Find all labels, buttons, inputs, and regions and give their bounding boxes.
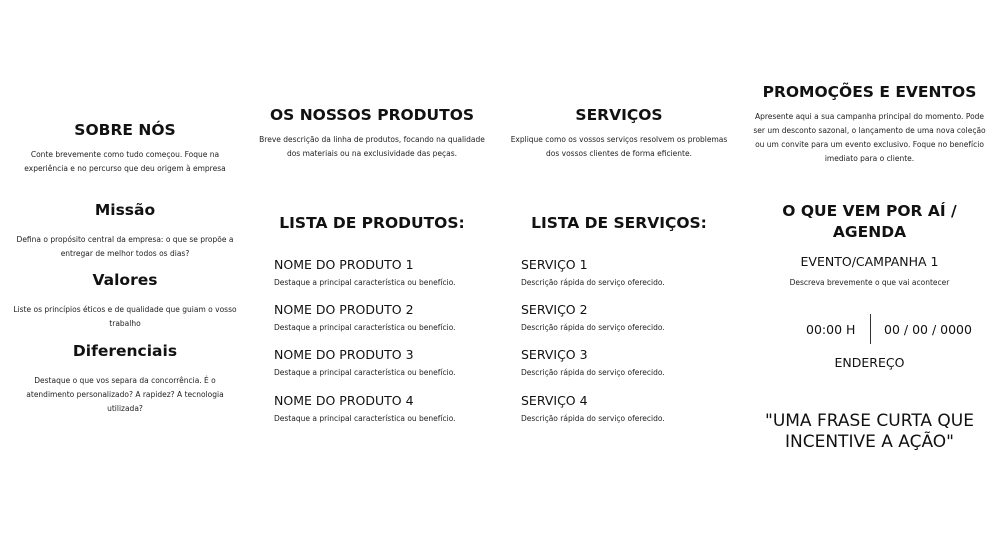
about-text: Conte brevemente como tudo começou. Foque na experiência e no percurso que deu origem à empresa (24, 150, 226, 173)
promo-text: Apresente aqui a sua campanha principal do momento. Pode ser um desconto sazonal, o lançamento de uma nova coleção ou um convite para um evento exclusivo. Foque no benefício imediato para o cliente. (753, 112, 986, 163)
product-name: NOME DO PRODUTO 1 (274, 257, 414, 272)
service-name: SERVIÇO 4 (521, 393, 588, 408)
divider (870, 314, 871, 344)
product-item (274, 393, 494, 424)
product-item (274, 257, 494, 288)
service-item (521, 347, 741, 378)
products-title: OS NOSSOS PRODUTOS (269, 106, 475, 124)
product-name: NOME DO PRODUTO 3 (274, 347, 414, 362)
event-name: EVENTO/CAMPANHA 1 (800, 254, 939, 269)
service-item (521, 302, 741, 333)
product-name: NOME DO PRODUTO 2 (274, 302, 414, 317)
services-text: Explique como os vossos serviços resolvem os problemas dos vossos clientes de forma eficiente. (510, 135, 728, 158)
event-desc: Descreva brevemente o que vai acontecer (789, 278, 950, 287)
event-date: 00 / 00 / 0000 (884, 322, 972, 337)
service-list-title: LISTA DE SERVIÇOS: (531, 214, 707, 232)
differentials-text: Destaque o que vos separa da concorrência. É o atendimento personalizado? A rapidez? A tecnologia utilizada? (26, 376, 224, 413)
product-item (274, 302, 494, 333)
product-item (274, 347, 494, 378)
service-name: SERVIÇO 1 (521, 257, 588, 272)
product-name: NOME DO PRODUTO 4 (274, 393, 414, 408)
call-to-action-quote: "UMA FRASE CURTA QUE INCENTIVE A AÇÃO" (765, 411, 974, 452)
about-title: SOBRE NÓS (74, 121, 176, 139)
promo-title: PROMOÇÕES E EVENTOS (762, 83, 977, 101)
product-desc: Destaque a principal característica ou benefício. (274, 368, 456, 377)
service-desc: Descrição rápida do serviço oferecido. (521, 323, 665, 332)
service-name: SERVIÇO 2 (521, 302, 588, 317)
mission-title: Missão (94, 201, 156, 219)
product-desc: Destaque a principal característica ou benefício. (274, 278, 456, 287)
service-item (521, 257, 741, 288)
service-name: SERVIÇO 3 (521, 347, 588, 362)
product-list-title: LISTA DE PRODUTOS: (279, 214, 465, 232)
service-item (521, 393, 741, 424)
products-text: Breve descrição da linha de produtos, focando na qualidade dos materiais ou na exclusividade das peças. (259, 135, 485, 158)
service-desc: Descrição rápida do serviço oferecido. (521, 368, 665, 377)
product-desc: Destaque a principal característica ou benefício. (274, 323, 456, 332)
agenda-title: O QUE VEM POR AÍ / AGENDA (782, 202, 957, 241)
differentials-title: Diferenciais (72, 342, 178, 360)
values-text: Liste os princípios éticos e de qualidade que guiam o vosso trabalho (13, 305, 237, 328)
mission-text: Defina o propósito central da empresa: o que se propõe a entregar de melhor todos os dias? (16, 235, 234, 258)
event-time: 00:00 H (806, 322, 856, 337)
event-address: ENDEREÇO (834, 355, 905, 370)
services-title: SERVIÇOS (575, 106, 663, 124)
service-desc: Descrição rápida do serviço oferecido. (521, 414, 665, 423)
product-desc: Destaque a principal característica ou benefício. (274, 414, 456, 423)
service-desc: Descrição rápida do serviço oferecido. (521, 278, 665, 287)
values-title: Valores (92, 271, 158, 289)
